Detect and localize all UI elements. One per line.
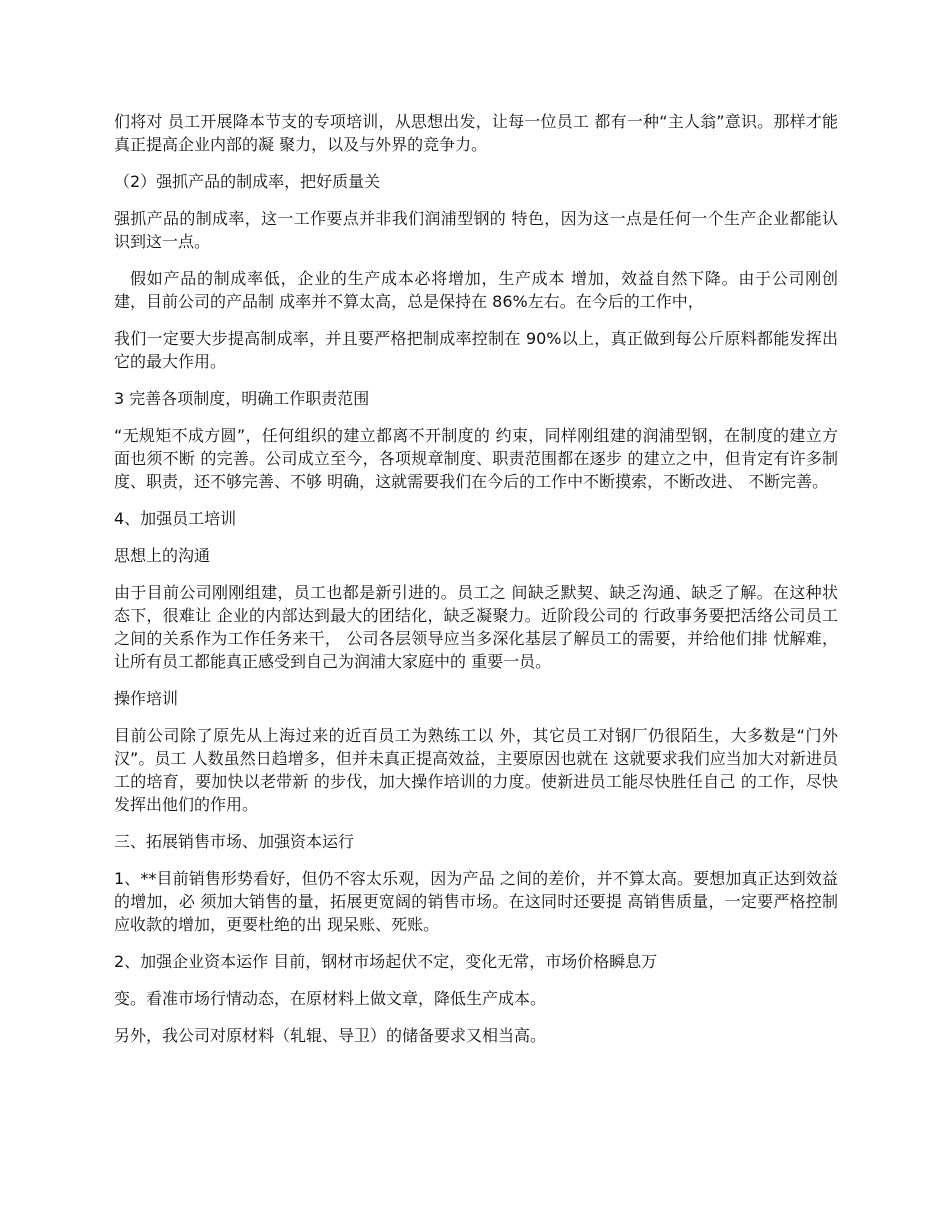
paragraph-15: 2、加强企业资本运作 目前，钢材市场起伏不定，变化无常，市场价格瞬息万 [114, 952, 658, 971]
paragraph-10: 由于目前公司刚刚组建，员工也都是新引进的。员工之 间缺乏默契、缺乏沟通、缺乏了解。在这种状态下，很难让 企业的内部达到最大的团结化，缺乏凝聚力。近阶段公司的 行政事务要把活络公司员工之间的关系作为工作任务来干， 公司各层领导应当多深化基层了解员工的需要，并给他们排 忧解难，让所有员工都能真正感受到自己为润浦大家庭中的 重要一员。 [114, 583, 838, 671]
paragraph-1: 们将对 员工开展降本节支的专项培训，从思想出发，让每一位员工 都有一种“主人翁”意识。那样才能真正提高企业内部的凝 聚力，以及与外界的竞争力。 [114, 112, 838, 154]
section-heading-sales: 三、拓展销售市场、加强资本运行 [114, 832, 355, 851]
subheading-communication: 思想上的沟通 [114, 546, 211, 565]
paragraph-3: 强抓产品的制成率，这一工作要点并非我们润浦型钢的 特色，因为这一点是任何一个生产企业都能认识到这一点。 [114, 209, 838, 251]
paragraph-16: 变。看准市场行情动态，在原材料上做文章，降低生产成本。 [114, 989, 547, 1008]
paragraph-12: 目前公司除了原先从上海过来的近百员工为熟练工以 外，其它员工对钢厂仍很陌生，大多数是“门外汉”。员工 人数虽然日趋增多，但并未真正提高效益，主要原因也就在 这就要求我们应当加大对新进员工的培育，要加快以老带新 的步伐，加大操作培训的力度。使新进员工能尽快胜任自己 的工作，尽快发挥出他们的作用。 [114, 726, 838, 814]
paragraph-7: “无规矩不成方圆”，任何组织的建立都离不开制度的 约束，同样刚组建的润浦型钢，在制度的建立方面也须不断 的完善。公司成立至今，各项规章制度、职责范围都在逐步 的建立之中，但肯定有许多制度、职责，还不够完善、不够 明确，这就需要我们在今后的工作中不断摸索，不断改进、 不断完善。 [114, 426, 838, 491]
section-heading-training: 4、加强员工培训 [114, 509, 237, 528]
paragraph-17: 另外，我公司对原材料（轧辊、导卫）的储备要求又相当高。 [114, 1026, 547, 1045]
document-page [114, 110, 838, 1061]
paragraph-14: 1、**目前销售形势看好，但仍不容太乐观，因为产品 之间的差价，并不算太高。要想加真正达到效益的增加，必 须加大销售的量，拓展更宽阔的销售市场。在这同时还要提 高销售质量，一定要严格控制应收款的增加，更要杜绝的出 现呆账、死账。 [114, 869, 838, 934]
paragraph-4: 假如产品的制成率低，企业的生产成本必将增加，生产成本 增加，效益自然下降。由于公司刚创建，目前公司的产品制 成率并不算太高，总是保持在 86%左右。在今后的工作中， [114, 269, 838, 311]
subheading-operation-training: 操作培训 [114, 689, 179, 708]
section-heading-quality: （2）强抓产品的制成率，把好质量关 [114, 172, 381, 191]
section-heading-systems: 3 完善各项制度，明确工作职责范围 [114, 389, 370, 408]
paragraph-5: 我们一定要大步提高制成率，并且要严格把制成率控制在 90%以上，真正做到每公斤原料都能发挥出它的最大作用。 [114, 329, 838, 371]
